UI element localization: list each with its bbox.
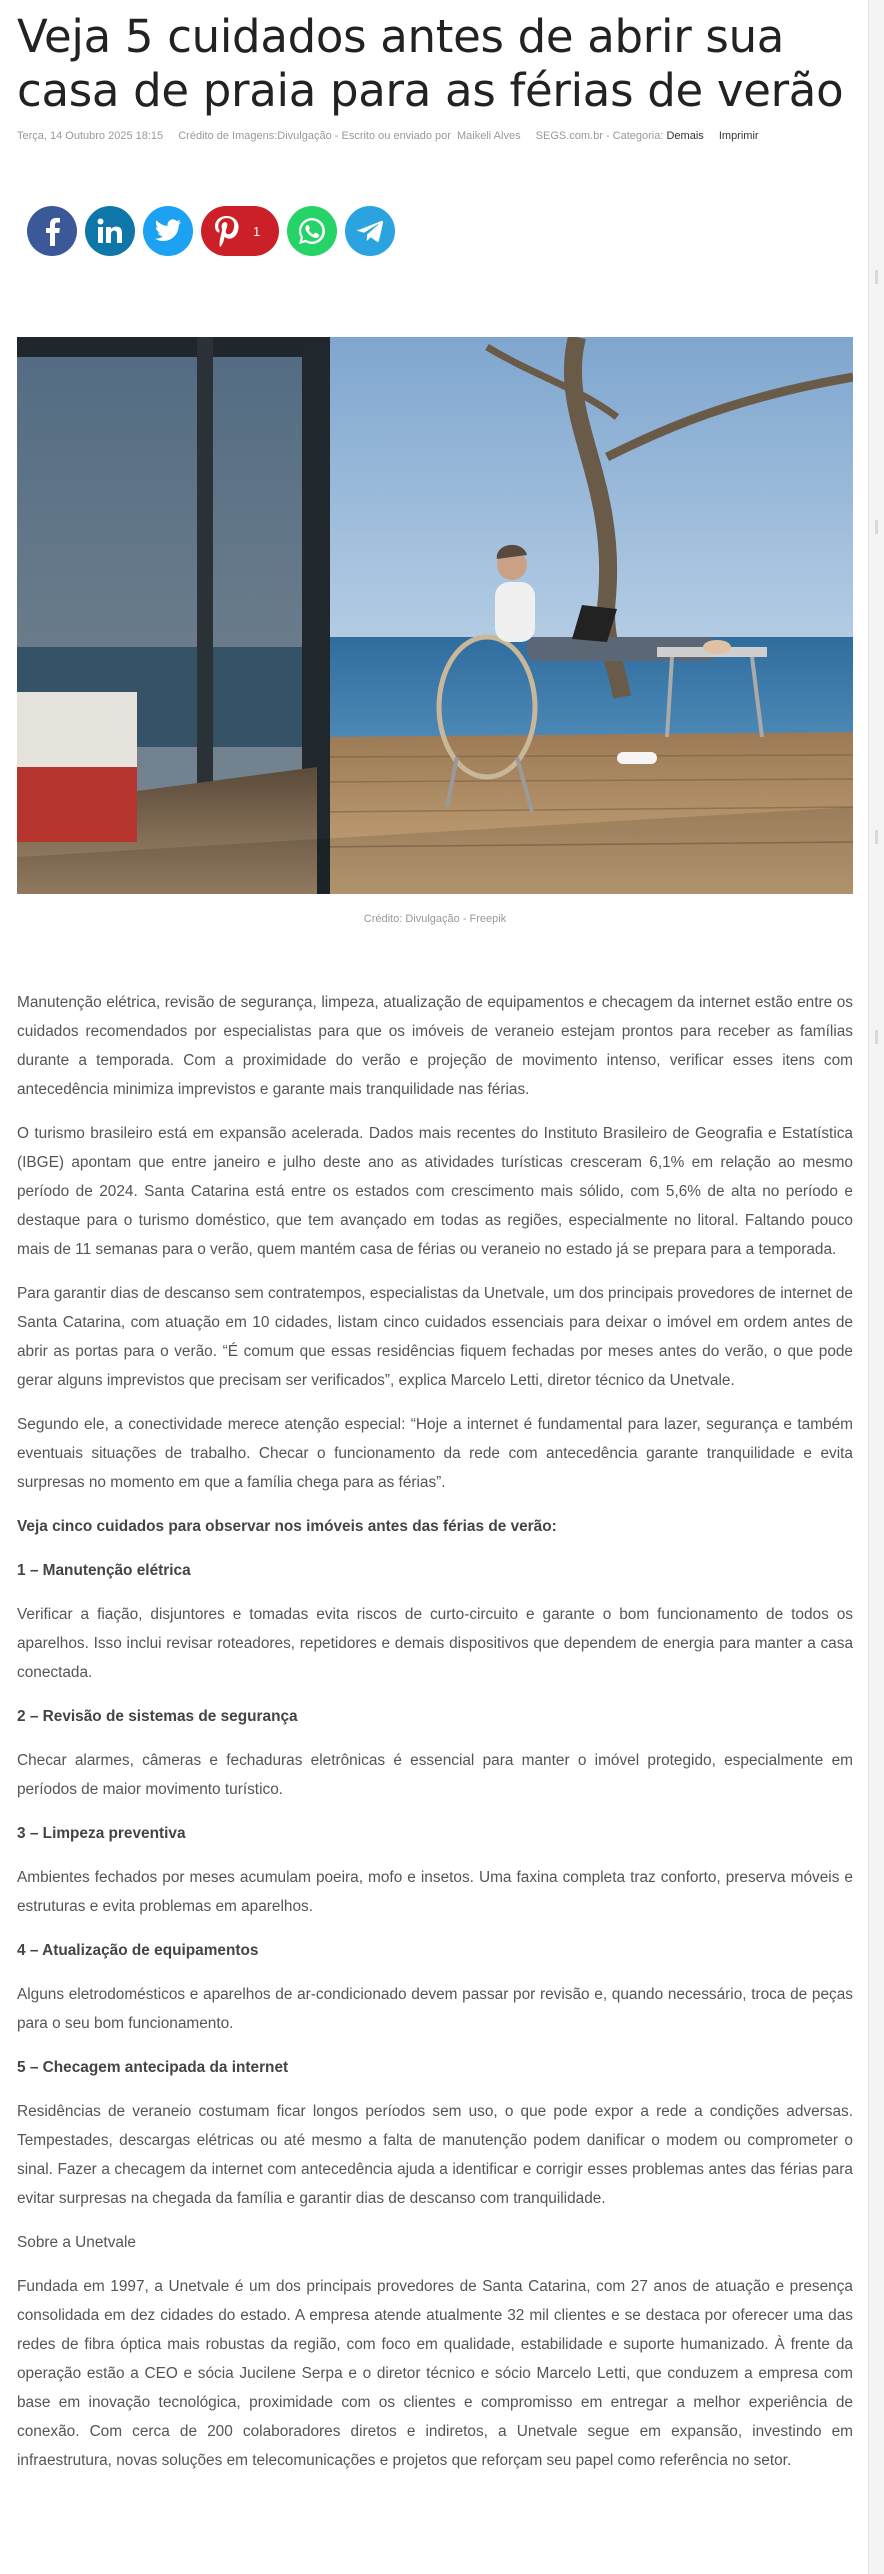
facebook-icon — [41, 216, 63, 246]
hero-image — [17, 337, 853, 894]
whatsapp-share-button[interactable] — [287, 206, 337, 256]
article-paragraph: O turismo brasileiro está em expansão acelerada. Dados mais recentes do Instituto Brasileiro de Geografia e Estatística (IBGE) apontam que entre janeiro e julho deste ano as atividades turísticas cresceram 6,1% em relação ao mesmo período de 2024. Santa Catarina está entre os estados com crescimento mais sólido, com 5,6% de alta no período e destaque para o turismo doméstico, que tem avançado em todas as regiões, especialmente no litoral. Faltando pouco mais de 11 semanas para o verão, quem mantém casa de férias ou veraneio no estado já se prepara para a temporada. — [17, 1125, 853, 1258]
article-date: Terça, 14 Outubro 2025 18:15 — [17, 130, 164, 142]
linkedin-icon — [96, 217, 124, 245]
article-paragraph: Sobre a Unetvale — [17, 2234, 136, 2251]
article-paragraph: Ambientes fechados por meses acumulam poeira, mofo e insetos. Uma faxina completa traz conforto, preserva móveis e estruturas e evita problemas em aparelhos. — [17, 1869, 853, 1915]
article-paragraph: Verificar a fiação, disjuntores e tomadas evita riscos de curto-circuito e garante o bom funcionamento de todos os aparelhos. Isso inclui revisar roteadores, repetidores e demais dispositivos que dependem de energia para manter a casa conectada. — [17, 1606, 853, 1681]
author-name: Maikeli Alves — [457, 130, 521, 142]
rail-marker — [875, 830, 878, 844]
image-credit-text: Crédito de Imagens:Divulgação - Escrito ou enviado por Maikeli Alves — [178, 130, 521, 142]
right-scroll-rail[interactable] — [868, 0, 884, 2574]
section-heading: 4 – Atualização de equipamentos — [17, 1942, 259, 1959]
rail-marker — [875, 270, 878, 284]
section-heading: 2 – Revisão de sistemas de segurança — [17, 1708, 298, 1725]
pinterest-icon — [201, 206, 251, 256]
rail-marker — [875, 1030, 878, 1044]
article-body — [17, 988, 853, 2490]
hero-photo-illustration — [17, 337, 853, 894]
whatsapp-icon — [296, 215, 328, 247]
article-paragraph: Manutenção elétrica, revisão de segurança, limpeza, atualização de equipamentos e checagem da internet estão entre os cuidados recomendados por especialistas para que os imóveis de veraneio estejam prontos para receber as famílias durante a temporada. Com a proximidade do verão e projeção de movimento intenso, verificar esses itens com antecedência minimiza imprevistos e garante mais tranquilidade nas férias. — [17, 994, 853, 1098]
telegram-icon — [356, 218, 384, 244]
article-paragraph: Alguns eletrodomésticos e aparelhos de ar-condicionado devem passar por revisão e, quando necessário, troca de peças para o seu bom funcionamento. — [17, 1986, 853, 2032]
print-link[interactable]: Imprimir — [718, 130, 759, 142]
article-paragraph: Fundada em 1997, a Unetvale é um dos principais provedores de Santa Catarina, com 27 anos de atuação e presença consolidada em dez cidades do estado. A empresa atende atualmente 32 mil clientes e se destaca por oferecer uma das redes de fibra óptica mais robustas da região, com foco em qualidade, estabilidade e suporte humanizado. À frente da operação estão a CEO e sócia Jucilene Serpa e o diretor técnico e sócio Marcelo Letti, que conduzem a empresa com base em inovação tecnológica, proximidade com os clientes e compromisso em entregar a melhor experiência de conexão. Com cerca de 200 colaboradores diretos e indiretos, a Unetvale segue em expansão, investindo em infraestrutura, novas soluções em telecomunicações e projetos que reforçam seu papel como referência no setor. — [17, 2278, 853, 2469]
article-paragraph: Para garantir dias de descanso sem contratempos, especialistas da Unetvale, um dos principais provedores de internet de Santa Catarina, com atuação em 10 cidades, listam cinco cuidados essenciais para deixar o imóvel em ordem antes de abrir as portas para o verão. “É comum que essas residências fiquem fechadas por meses antes do verão, o que pode gerar alguns imprevistos que precisam ser verificados”, explica Marcelo Letti, diretor técnico da Unetvale. — [17, 1285, 853, 1389]
twitter-share-button[interactable] — [143, 206, 193, 256]
telegram-share-button[interactable] — [345, 206, 395, 256]
site-category: SEGS.com.br - Categoria: Demais — [535, 130, 704, 142]
section-heading: 3 – Limpeza preventiva — [17, 1825, 186, 1842]
hero-caption: Crédito: Divulgação - Freepik — [363, 913, 507, 925]
section-heading: 5 – Checagem antecipada da internet — [17, 2059, 289, 2076]
pinterest-share-count: 1 — [253, 223, 261, 239]
section-heading: Veja cinco cuidados para observar nos imóveis antes das férias de verão: — [17, 1518, 557, 1535]
article-title: Veja 5 cuidados antes de abrir sua casa de praia para as férias de verão — [17, 10, 844, 117]
twitter-icon — [154, 219, 182, 243]
rail-marker — [875, 520, 878, 534]
pinterest-share-button[interactable] — [201, 206, 279, 256]
facebook-share-button[interactable] — [27, 206, 77, 256]
article-paragraph: Segundo ele, a conectividade merece atenção especial: “Hoje a internet é fundamental para lazer, segurança e também eventuais situações de trabalho. Checar o funcionamento da rede com antecedência garante tranquilidade e evita surpresas no momento em que a família chega para as férias”. — [17, 1416, 853, 1491]
section-heading: 1 – Manutenção elétrica — [17, 1562, 191, 1579]
linkedin-share-button[interactable] — [85, 206, 135, 256]
article-paragraph: Checar alarmes, câmeras e fechaduras eletrônicas é essencial para manter o imóvel protegido, especialmente em períodos de maior movimento turístico. — [17, 1752, 853, 1798]
category-link[interactable]: Demais — [666, 130, 704, 142]
article-meta — [17, 130, 853, 142]
article-paragraph: Residências de veraneio costumam ficar longos períodos sem uso, o que pode expor a rede a condições adversas. Tempestades, descargas elétricas ou até mesmo a falta de manutenção podem danificar o modem ou comprometer o sinal. Fazer a checagem da internet com antecedência ajuda a identificar e corrigir esses problemas antes das férias para evitar surpresas na chegada da família e garantir dias de descanso com tranquilidade. — [17, 2103, 853, 2207]
